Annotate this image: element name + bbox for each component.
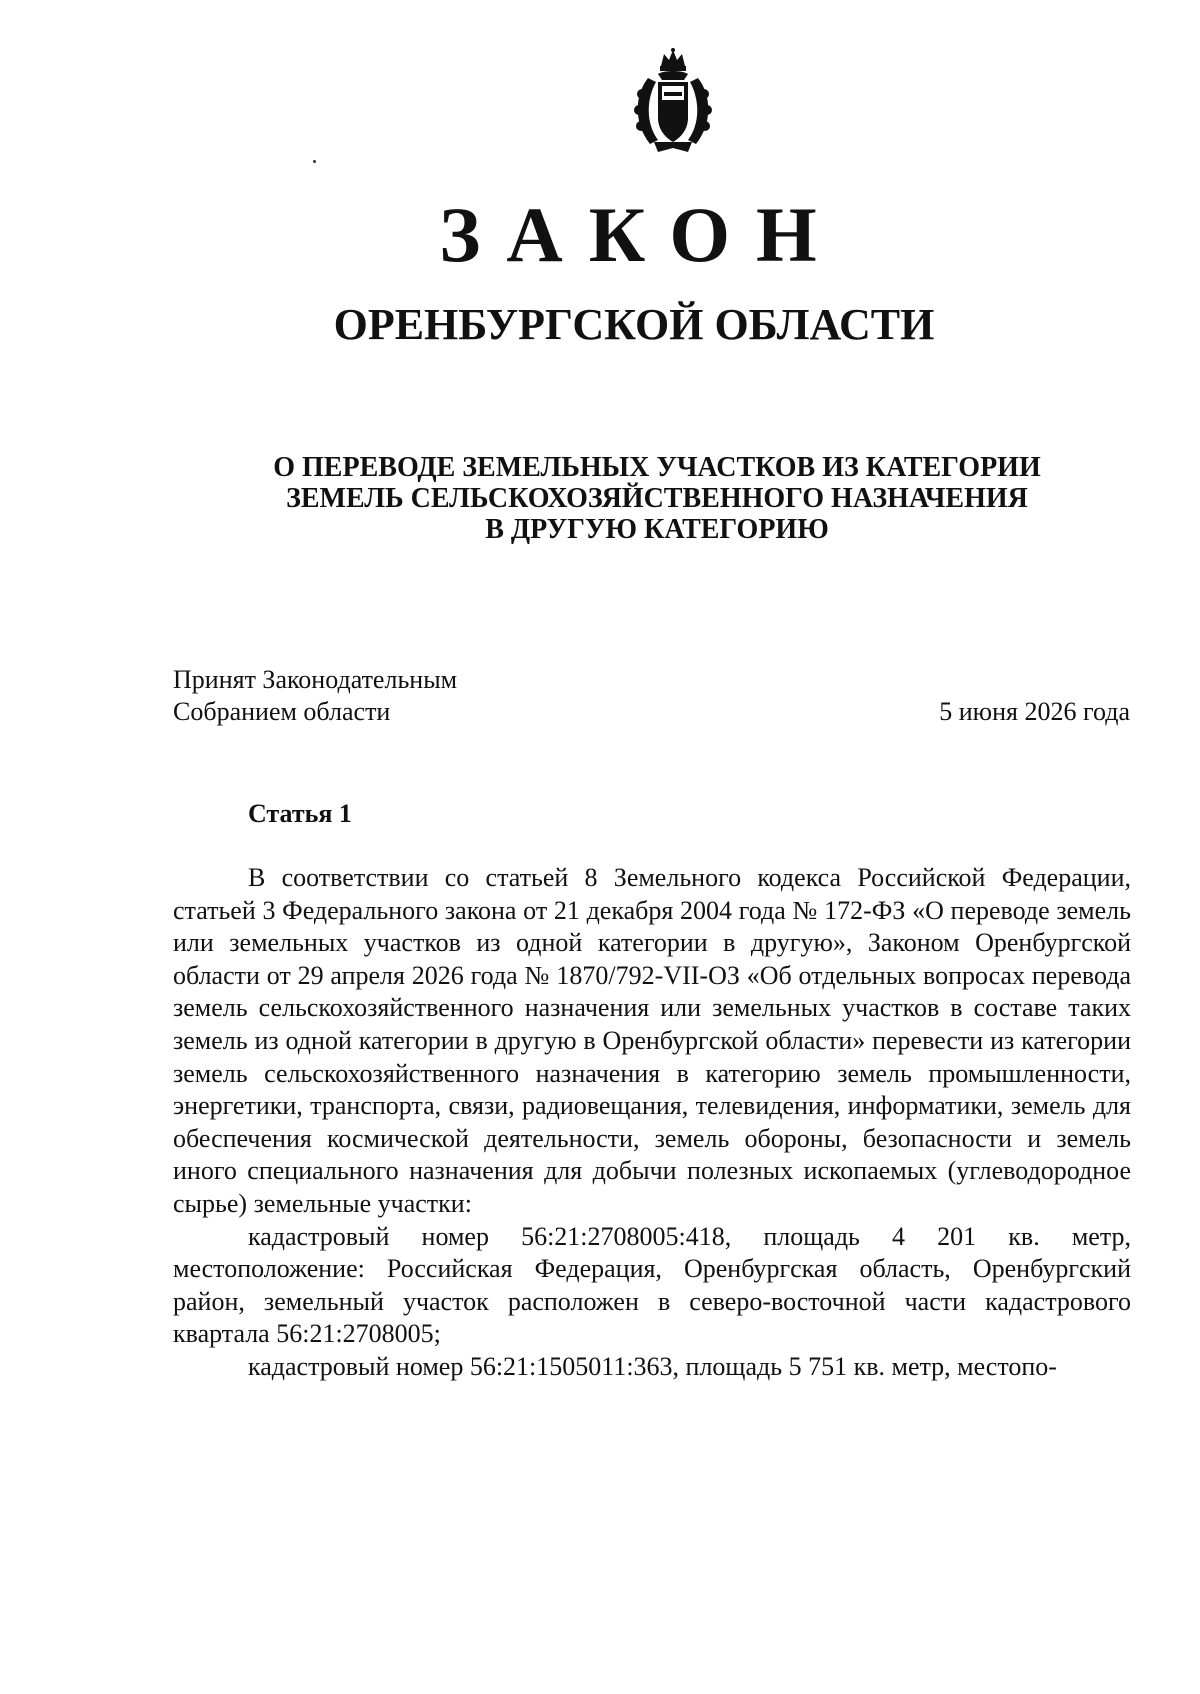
region-title: ОРЕНБУРГСКОЙ ОБЛАСТИ <box>333 300 935 349</box>
adoption-line: Принят Законодательным <box>173 665 458 694</box>
subject-line: В ДРУГУЮ КАТЕГОРИЮ <box>485 514 829 545</box>
law-title: ЗАКОН <box>439 191 843 278</box>
adoption-statement <box>173 664 457 728</box>
subject-line: О ПЕРЕВОДЕ ЗЕМЕЛЬНЫХ УЧАСТКОВ ИЗ КАТЕГОРИИ <box>273 452 1041 483</box>
coat-of-arms-icon <box>628 48 718 156</box>
article-body <box>173 862 1131 1384</box>
adoption-line: Собранием области <box>173 697 391 726</box>
scan-dot <box>313 160 316 163</box>
article-paragraph: В соответствии со статьей 8 Земельного кодекса Российской Федерации, статьей 3 Федерального закона от 21 декабря 2004 года № 172-ФЗ «О переводе земель или земельных участков из одной категории в другую», Законом Оренбургской области от 29 апреля 2026 года № 1870/792-VII-ОЗ «Об отдельных вопросах перевода земель сельскохозяйственного назначения или земельных участков в составе таких земель из одной категории в другую в Оренбургской области» перевести из категории земель сельскохозяйственного назначения в категорию земель промышленности, энергетики, транспорта, связи, радиовещания, телевидения, информатики, земель для обеспечения космической деятельности, земель обороны, безопасности и земель иного специального назначения для добычи полезных ископаемых (углеводородное сырье) земельные участки: <box>173 863 1131 1218</box>
article-heading: Статья 1 <box>248 799 352 828</box>
adoption-date: 5 июня 2026 года <box>939 697 1130 726</box>
law-subject-title <box>174 452 1140 545</box>
article-paragraph: кадастровый номер 56:21:1505011:363, площадь 5 751 кв. метр, местопо- <box>248 1351 1057 1381</box>
article-paragraph: кадастровый номер 56:21:2708005:418, площадь 4 201 кв. метр, местоположение: Российская Федерация, Оренбургская область, Оренбургский район, земельный участок расположен в северо-восточной части кадастрового квартала 56:21:2708005; <box>173 1221 1131 1349</box>
subject-line: ЗЕМЕЛЬ СЕЛЬСКОХОЗЯЙСТВЕННОГО НАЗНАЧЕНИЯ <box>286 483 1028 514</box>
